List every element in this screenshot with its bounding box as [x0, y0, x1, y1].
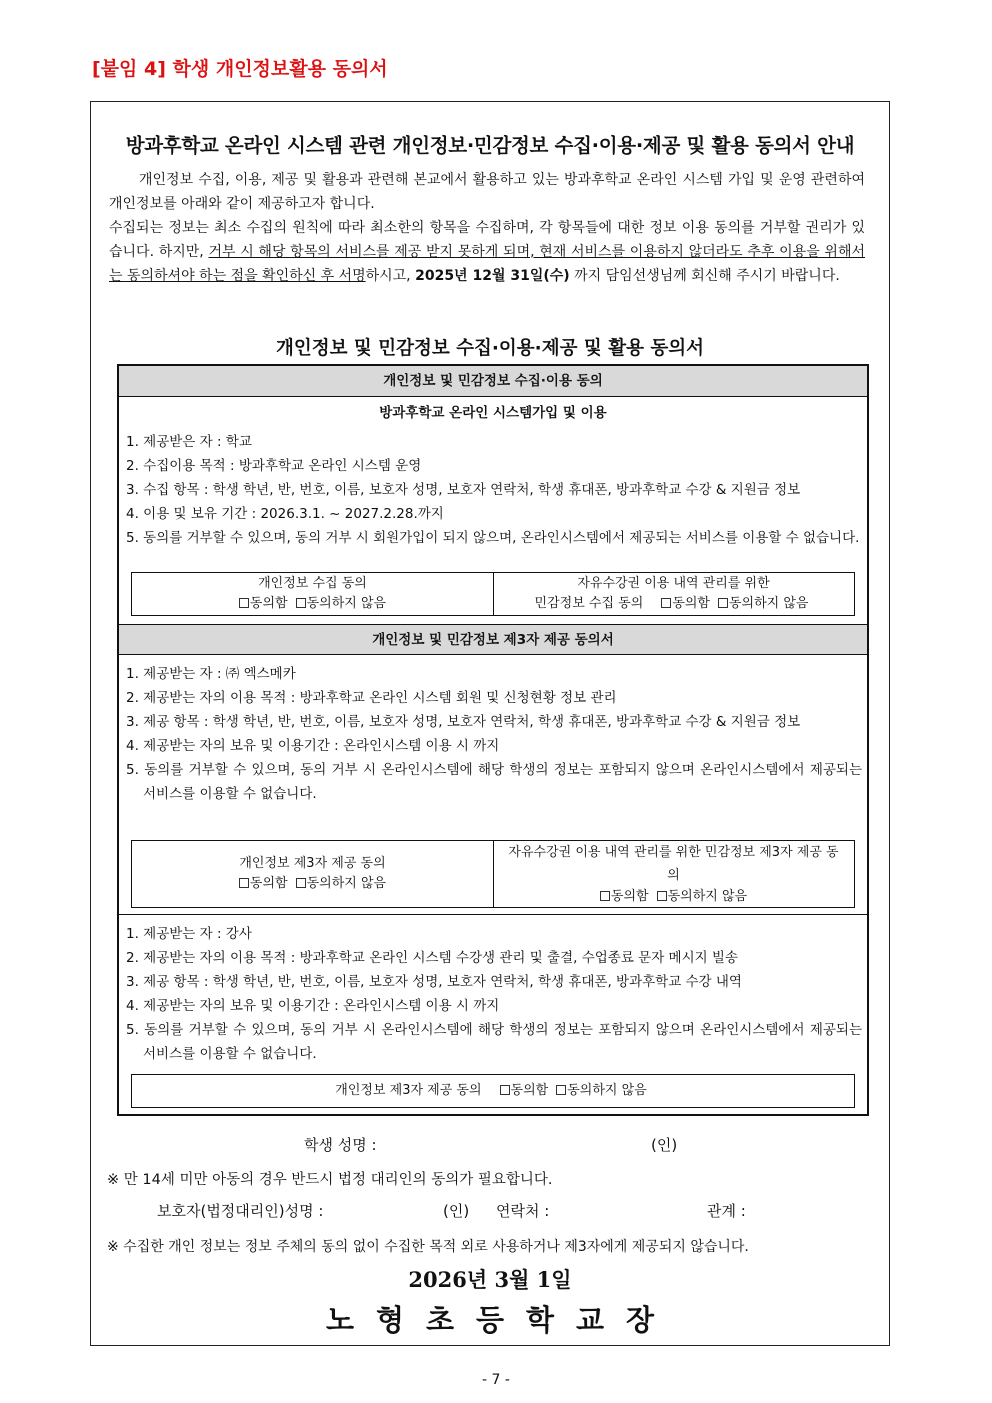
notice-body — [109, 168, 865, 288]
sensitive-third-party-consent-cell — [493, 841, 854, 907]
page-number: - 7 - — [482, 1372, 510, 1388]
section2-list — [126, 662, 862, 806]
section2-consent-box — [131, 840, 855, 908]
disagree-label: 동의하지 않음 — [567, 1083, 647, 1098]
consent-form-title: 개인정보 및 민감정보 수집·이용·제공 및 활용 동의서 — [276, 338, 704, 359]
consent-table — [117, 364, 869, 1116]
disagree-checkbox[interactable] — [296, 876, 386, 891]
disagree-checkbox[interactable] — [657, 889, 747, 904]
notice-text: 하시고, — [365, 268, 416, 284]
contact-label: 연락처 : — [496, 1202, 550, 1220]
agree-label: 동의함 — [249, 596, 288, 611]
list-item: 3. 제공 항목 : 학생 학년, 반, 번호, 이름, 보호자 성명, 보호자 연락처, 학생 휴대폰, 방과후학교 수강 & 지원금 정보 — [126, 714, 801, 730]
checkbox-icon — [600, 891, 610, 901]
list-item: 3. 제공 항목 : 학생 학년, 반, 번호, 이름, 보호자 성명, 보호자 연락처, 학생 휴대폰, 방과후학교 수강 내역 — [126, 974, 742, 990]
notice-paragraph-1: 개인정보 수집, 이용, 제공 및 활용과 관련해 본교에서 활용하고 있는 방과후학교 온라인 시스템 가입 및 운영 관련하여 개인정보를 아래와 같이 제공하고자 합니다. — [109, 172, 865, 212]
section2-header: 개인정보 및 민감정보 제3자 제공 동의서 — [119, 624, 867, 655]
disagree-checkbox[interactable] — [556, 1083, 646, 1098]
guardian-name-label: 보호자(법정대리인)성명 : — [157, 1202, 324, 1220]
agree-checkbox[interactable] — [239, 876, 288, 891]
guardian-seal: (인) — [443, 1202, 470, 1220]
disagree-label: 동의하지 않음 — [667, 889, 748, 904]
relation-label: 관계 : — [707, 1202, 746, 1220]
agree-checkbox[interactable] — [600, 889, 649, 904]
agree-checkbox[interactable] — [661, 596, 710, 611]
school-principal: 노형초등학교장 — [325, 1303, 677, 1337]
list-item: 4. 이용 및 보유 기간 : 2026.3.1. ~ 2027.2.28.까지 — [126, 506, 444, 522]
consent-label: 자유수강권 이용 내역 관리를 위한 민감정보 제3자 제공 동의 — [508, 845, 839, 883]
checkbox-icon — [500, 1085, 510, 1095]
checkbox-icon — [556, 1085, 566, 1095]
consent-label: 개인정보 수집 동의 — [258, 576, 367, 591]
list-item: 3. 수집 항목 : 학생 학년, 반, 번호, 이름, 보호자 성명, 보호자 연락처, 학생 휴대폰, 방과후학교 수강 & 지원금 정보 — [126, 482, 801, 498]
disagree-checkbox[interactable] — [718, 596, 808, 611]
consent-label: 자유수강권 이용 내역 관리를 위한 — [577, 576, 770, 591]
agree-label: 동의함 — [610, 889, 649, 904]
agree-checkbox[interactable] — [239, 596, 288, 611]
student-name-label: 학생 성명 : — [304, 1136, 377, 1154]
section3-consent-box — [131, 1074, 855, 1108]
agree-label: 동의함 — [249, 876, 288, 891]
disagree-checkbox[interactable] — [296, 596, 386, 611]
disagree-label: 동의하지 않음 — [728, 596, 809, 611]
document-date: 2026년 3월 1일 — [408, 1267, 572, 1292]
checkbox-icon — [296, 598, 306, 608]
list-item: 4. 제공받는 자의 보유 및 이용기간 : 온라인시스템 이용 시 까지 — [126, 738, 500, 754]
agree-checkbox[interactable] — [500, 1083, 549, 1098]
checkbox-icon — [239, 878, 249, 888]
section1-header: 개인정보 및 민감정보 수집·이용 동의 — [119, 366, 867, 397]
age-note: ※ 만 14세 미만 아동의 경우 반드시 법정 대리인의 동의가 필요합니다. — [107, 1172, 553, 1188]
list-item: 1. 제공받는 자 : ㈜ 엑스메카 — [126, 666, 296, 682]
checkbox-icon — [718, 598, 728, 608]
attachment-label: [붙임 4] 학생 개인정보활용 동의서 — [92, 58, 388, 80]
section1-subheader: 방과후학교 온라인 시스템가입 및 이용 — [379, 405, 607, 421]
notice-text: 까지 담임선생님께 회신해 주시기 바랍니다. — [569, 268, 840, 284]
sensitive-info-consent-cell — [493, 573, 854, 615]
deadline-date: 2025년 12월 31일(수) — [415, 268, 570, 284]
notice-underlined-text: 거부 시 해당 항목의 서비스를 제공 받지 못하게 되며, 현재 서비스를 이용하지 않더라도 추후 이용을 위해서는 동의하셔야 하는 점을 확인하신 후 서명 — [109, 244, 865, 284]
list-item: 5. 동의를 거부할 수 있으며, 동의 거부 시 온라인시스템에 해당 학생의 정보는 포함되지 않으며 온라인시스템에서 제공되는 서비스를 이용할 수 없습니다. — [126, 1022, 862, 1062]
notice-text: 수집되는 정보는 최소 수집의 원칙에 따라 최소한의 항목을 수집하며, 각 항목들에 대한 정보 이용 동의를 거부할 권리가 있습니다. 하지만, — [109, 220, 865, 260]
checkbox-icon — [657, 891, 667, 901]
consent-label: 민감정보 수집 동의 — [534, 596, 644, 611]
agree-label: 동의함 — [672, 596, 710, 611]
consent-label: 개인정보 제3자 제공 동의 — [335, 1083, 482, 1098]
third-party-consent-cell — [132, 841, 494, 907]
agree-label: 동의함 — [510, 1083, 549, 1098]
checkbox-icon — [239, 598, 249, 608]
list-item: 1. 제공받는 자 : 강사 — [126, 926, 252, 942]
section3-list — [126, 922, 862, 1066]
checkbox-icon — [661, 598, 671, 608]
list-item: 5. 동의를 거부할 수 있으며, 동의 거부 시 회원가입이 되지 않으며, 온라인시스템에서 제공되는 서비스를 이용할 수 없습니다. — [126, 530, 860, 546]
list-item: 2. 수집이용 목적 : 방과후학교 온라인 시스템 운영 — [126, 458, 422, 474]
privacy-note: ※ 수집한 개인 정보는 정보 주체의 동의 없이 수집한 목적 외로 사용하거나 제3자에게 제공되지 않습니다. — [107, 1239, 749, 1255]
disagree-label: 동의하지 않음 — [306, 596, 387, 611]
document-frame — [90, 101, 890, 1346]
notice-paragraph-2 — [109, 216, 865, 288]
list-item: 2. 제공받는 자의 이용 목적 : 방과후학교 온라인 시스템 회원 및 신청현황 정보 관리 — [126, 690, 617, 706]
list-item: 4. 제공받는 자의 보유 및 이용기간 : 온라인시스템 이용 시 까지 — [126, 998, 500, 1014]
student-seal: (인) — [651, 1136, 678, 1154]
list-item: 2. 제공받는 자의 이용 목적 : 방과후학교 온라인 시스템 수강생 관리 및 출결, 수업종료 문자 메시지 빌송 — [126, 950, 739, 966]
list-item: 5. 동의를 거부할 수 있으며, 동의 거부 시 온라인시스템에 해당 학생의 정보는 포함되지 않으며 온라인시스템에서 제공되는 서비스를 이용할 수 없습니다. — [126, 762, 862, 802]
consent-label: 개인정보 제3자 제공 동의 — [239, 856, 386, 871]
section1-list — [126, 430, 862, 550]
notice-title: 방과후학교 온라인 시스템 관련 개인정보·민감정보 수집·이용·제공 및 활용 동의서 안내 — [125, 134, 855, 157]
list-item: 1. 제공받은 자 : 학교 — [126, 434, 252, 450]
section1-consent-box — [131, 572, 855, 616]
section-divider — [119, 914, 867, 915]
checkbox-icon — [296, 878, 306, 888]
disagree-label: 동의하지 않음 — [306, 876, 387, 891]
personal-info-consent-cell — [132, 573, 494, 615]
